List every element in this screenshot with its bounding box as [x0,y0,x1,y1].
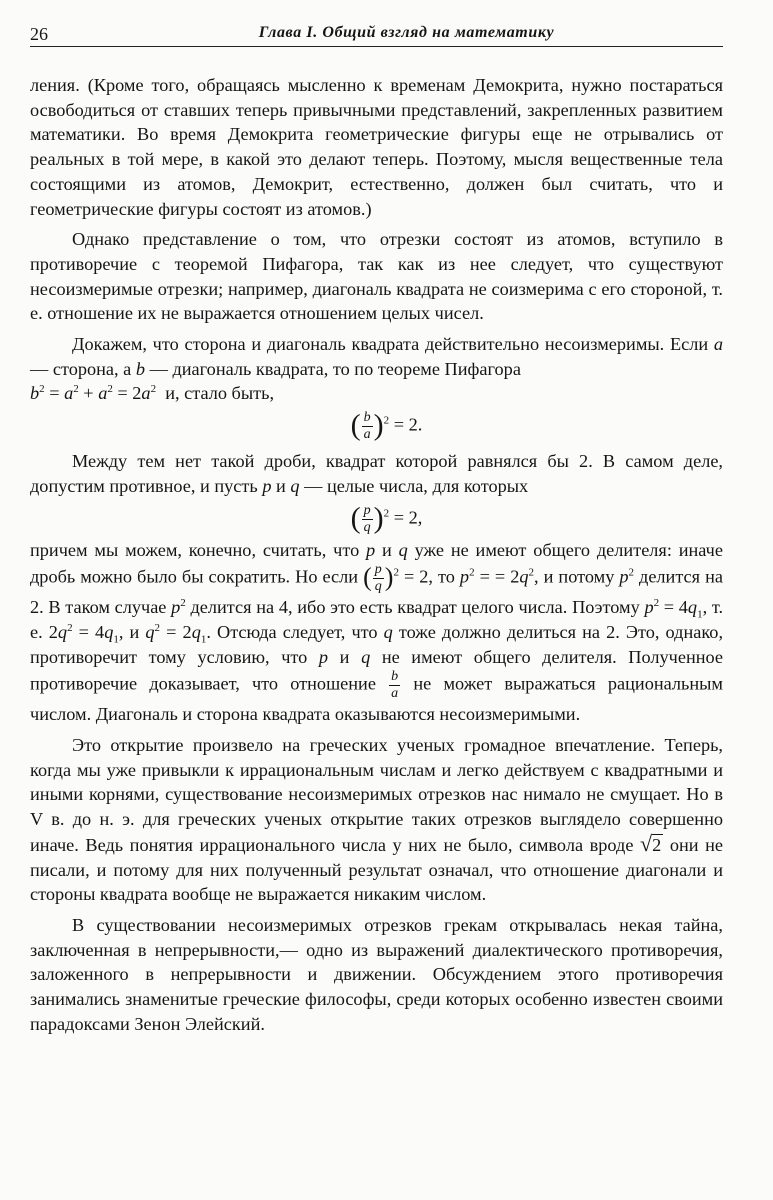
page-body [30,73,723,1037]
paragraph-6: Это открытие произвело на греческих ученых громадное впечатление. Теперь, когда мы уже привыкли к иррациональным числам и легко действуем с квадратными и иными корнями, существование несоизмеримых отрезков нас нимало не смущает. Но в V в. до н. э. для греческих ученых открытие таких отрезков выглядело совершенно иначе. Ведь понятия иррационального числа у них не было, символа вроде √2 они не писали, и потому для них полученный результат означал, что отношение диагонали и стороны квадрата вообще не выражается никаким числом. [30,735,723,905]
running-header [30,22,723,47]
page-number: 26 [30,24,48,44]
chapter-title: Глава I. Общий взгляд на математику [258,24,555,41]
paragraph-3: Докажем, что сторона и диагональ квадрата действительно несоизмеримы. Если a — сторона, а b — диагональ квадрата, то по теореме Пифагора $b^2 = a^2 + a^2 = 2a^2$ и, стало быть, [30,334,723,404]
paragraph-1: ления. (Кроме того, обращаясь мысленно к временам Демокрита, нужно постараться освободиться от ставших теперь привычными представлений, закрепленных развитием математики. Во время Демокрита геометрические фигуры еще не отрывались от реальных в той мере, в какой это делают теперь. Поэтому, мысля вещественные тела состоящими из атомов, Демокрит, естественно, должен был считать, что и геометрические фигуры состоят из атомов.) [30,75,723,219]
paragraph-2: Однако представление о том, что отрезки состоят из атомов, вступило в противоречие с теоремой Пифагора, так как из нее следует, что существуют несоизмеримые отрезки; например, диагональ квадрата не соизмерима с его стороной, т. е. отношение их не выражается отношением целых чисел. [30,229,723,324]
equation-p-over-q: ( $\frac{p}{q}$ )$^2$ = 2, [350,501,423,535]
paragraph-5: причем мы можем, конечно, считать, что p и q уже не имеют общего делителя: иначе дробь можно было бы сократить. Но если ( $\frac{p}{q}$ )$^2$ = 2, то $p^2$ = = $2q^2$, и потому $p^2$ делится на 2. В таком случае $p^2$ делится на 4, ибо это есть квадрат целого числа. Поэтому $p^2 = 4q_1$, т. е. $2q^2 = 4q_1$, и $q^2 = 2q_1$. Отсюда следует, что q тоже должно делиться на 2. Это, однако, противоречит тому условию, что p и q не имеют общего делителя. Полученное противоречие доказывает, что отношение $\frac{b}{a}$ не может выражаться рациональным числом. Диагональ и сторона квадрата оказываются несоизмеримыми. [30,539,724,725]
equation-b-over-a: ( $\frac{b}{a}$ )$^2$ = 2. [350,408,423,443]
paragraph-7: В существовании несоизмеримых отрезков грекам открывалась некая тайна, заключенная в непрерывности,— одно из выражений диалектического противоречия, заложенного в непрерывности и движении. Обсуждением этого противоречия занимались знаменитые греческие философы, среди которых особенно известен своими парадоксами Зенон Элейский. [30,914,723,1034]
paragraph-4: Между тем нет такой дроби, квадрат которой равнялся бы 2. В самом деле, допустим противное, и пусть p и q — целые числа, для которых [30,451,723,496]
